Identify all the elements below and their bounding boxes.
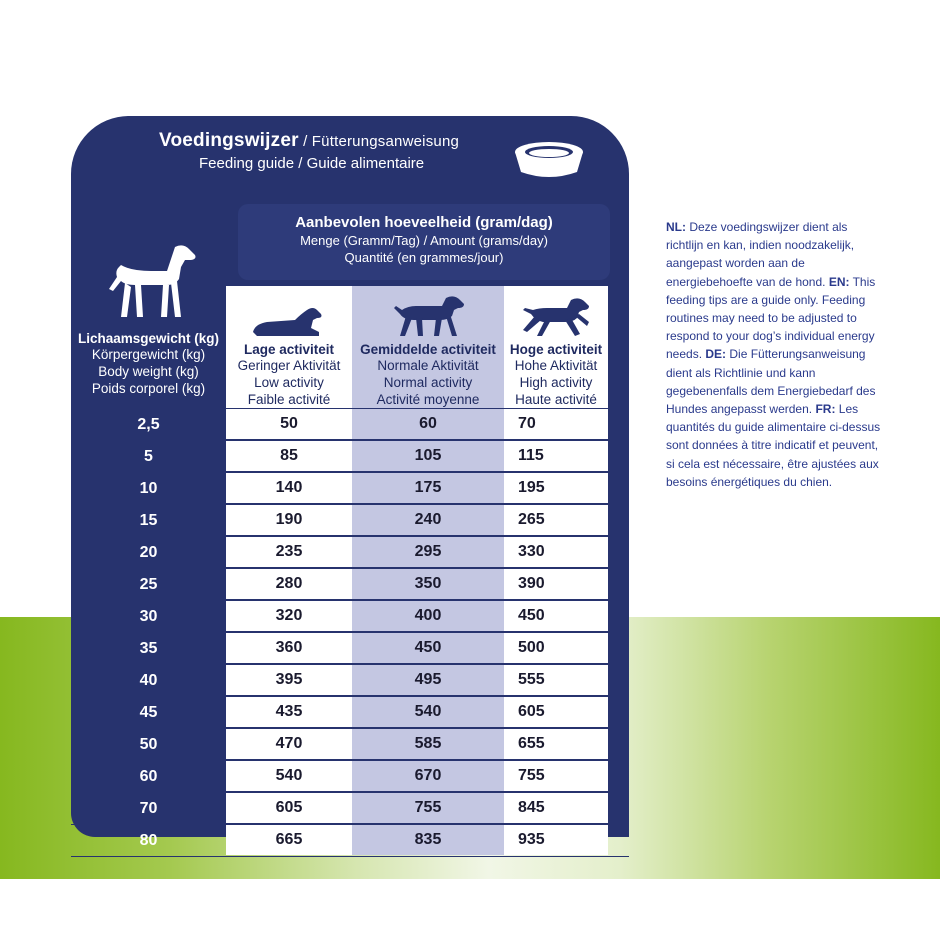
note-nl-tag: NL: [666,220,686,234]
normal-activity-cell: 450 [352,633,504,663]
weight-header-nl: Lichaamsgewicht (kg) [77,331,220,346]
normal-activity-cell: 175 [352,473,504,503]
table-row [71,761,629,793]
normal-activity-cell: 585 [352,729,504,759]
normal-activity-cell: 495 [352,665,504,695]
weight-cell: 30 [139,608,158,625]
normal-activity-fr: Activité moyenne [376,392,480,407]
table-row [71,825,629,857]
high-activity-cell: 500 [504,633,608,663]
low-activity-en: Low activity [254,375,324,390]
high-activity-cell: 555 [504,665,608,695]
normal-activity-cell: 295 [352,537,504,567]
note-fr-text: Les quantités du guide alimentaire ci-dessus sont données à titre indicatif et peuvent, si cela est nécessaire, être ajustées aux besoins énergétiques du chien. [666,402,881,489]
amount-line2: Menge (Gramm/Tag) / Amount (grams/day) [300,233,548,248]
weight-cell: 10 [139,480,158,497]
title-line2: Feeding guide / Guide alimentaire [199,155,425,172]
low-activity-cell: 280 [226,569,352,599]
standing-dog-icon [101,241,201,321]
food-bowl-icon [509,136,589,180]
low-activity-cell: 470 [226,729,352,759]
table-row [71,569,629,601]
low-activity-cell: 605 [226,793,352,823]
normal-activity-cell: 350 [352,569,504,599]
table-row [71,601,629,633]
low-activity-cell: 540 [226,761,352,791]
weight-header-de: Körpergewicht (kg) [91,347,206,362]
high-activity-en: High activity [519,375,593,390]
normal-activity-cell: 105 [352,441,504,471]
title-sub: / Fütterungsanweisung [298,133,460,150]
high-activity-cell: 330 [504,537,608,567]
note-en-text: This feeding tips are a guide only. Feeding routines may need to be adjusted to respond to your dog’s individual energy needs. [666,274,876,362]
weight-header-en: Body weight (kg) [98,364,199,379]
low-activity-cell: 360 [226,633,352,663]
normal-activity-cell: 835 [352,825,504,855]
low-activity-cell: 395 [226,665,352,695]
low-activity-cell: 235 [226,537,352,567]
low-activity-de: Geringer Aktivität [237,358,341,373]
high-activity-cell: 70 [504,409,608,439]
high-activity-cell: 390 [504,569,608,599]
amount-line3: Quantité (en grammes/jour) [344,250,504,265]
lying-dog-icon [249,302,329,338]
note-de-text: Die Fütterungsanweisung dient als Richtlinie und kann gegebenenfalls dem Energiebedarf des Hundes angepasst werden. [666,347,876,417]
table-row [71,633,629,665]
high-activity-cell: 450 [504,601,608,631]
weight-cell: 40 [139,672,158,689]
guide-title [159,130,479,172]
weight-cell: 80 [139,832,158,849]
normal-activity-cell: 240 [352,505,504,535]
high-activity-cell: 845 [504,793,608,823]
low-activity-cell: 665 [226,825,352,855]
note-nl-text: Deze voedingswijzer dient als richtlijn en kan, indien noodzakelijk, aangepast worden aan de energiebehoefte van de hond. [666,220,855,289]
high-activity-de: Hohe Aktivität [514,358,598,373]
weight-cell: 60 [139,768,158,785]
high-activity-fr: Haute activité [515,392,597,407]
low-activity-nl: Lage activiteit [243,342,335,357]
weight-cell: 70 [139,800,158,817]
weight-cell: 15 [139,512,158,529]
weight-cell: 20 [139,544,158,561]
table-row [71,697,629,729]
normal-activity-header [352,286,504,408]
low-activity-header [226,286,352,408]
low-activity-cell: 85 [226,441,352,471]
low-activity-cell: 435 [226,697,352,727]
weight-cell: 2,5 [137,416,160,433]
feeding-guide-card [71,116,629,849]
weight-cell: 50 [139,736,158,753]
weight-cell: 45 [139,704,158,721]
title-main: Voedingswijzer [159,130,299,151]
high-activity-nl: Hoge activiteit [509,342,603,357]
normal-activity-nl: Gemiddelde activiteit [360,342,496,357]
high-activity-cell: 265 [504,505,608,535]
weight-cell: 5 [144,448,153,465]
high-activity-cell: 755 [504,761,608,791]
feeding-note [666,218,881,491]
normal-activity-cell: 60 [352,409,504,439]
table-row [71,729,629,761]
normal-activity-cell: 755 [352,793,504,823]
high-activity-cell: 605 [504,697,608,727]
recommended-amount-box [238,204,610,280]
low-activity-fr: Faible activité [247,392,331,407]
weight-cell: 35 [139,640,158,657]
table-row [71,473,629,505]
table-row [71,665,629,697]
table-row [71,409,629,441]
low-activity-cell: 50 [226,409,352,439]
high-activity-header [504,286,608,408]
table-row [71,793,629,825]
normal-activity-cell: 400 [352,601,504,631]
walking-dog-icon [390,294,466,338]
note-en-tag: EN: [828,274,850,289]
normal-activity-cell: 540 [352,697,504,727]
weight-cell: 25 [139,576,158,593]
high-activity-cell: 195 [504,473,608,503]
high-activity-cell: 935 [504,825,608,855]
low-activity-cell: 190 [226,505,352,535]
low-activity-cell: 320 [226,601,352,631]
note-de-tag: DE: [705,347,727,362]
table-row [71,537,629,569]
high-activity-cell: 655 [504,729,608,759]
note-fr-tag: FR: [815,402,836,417]
feeding-table-body [71,409,629,857]
table-row [71,505,629,537]
table-row [71,441,629,473]
normal-activity-en: Normal activity [383,375,473,390]
weight-column-header [71,331,226,397]
weight-header-fr: Poids corporel (kg) [91,381,206,396]
amount-line1: Aanbevolen hoeveelheid (gram/dag) [295,214,553,231]
normal-activity-de: Normale Aktivität [377,358,479,373]
high-activity-cell: 115 [504,441,608,471]
running-dog-icon [521,296,591,338]
low-activity-cell: 140 [226,473,352,503]
normal-activity-cell: 670 [352,761,504,791]
